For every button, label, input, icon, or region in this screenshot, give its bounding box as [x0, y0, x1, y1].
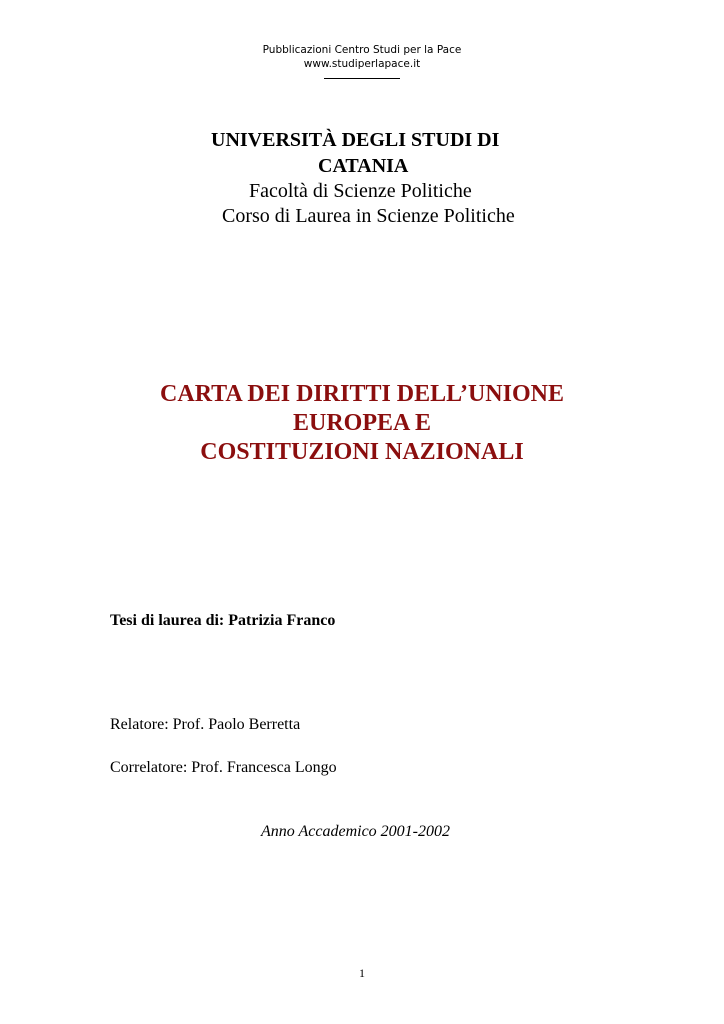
- page-number: 1: [359, 966, 365, 980]
- faculty-name: Facoltà di Scienze Politiche: [249, 180, 472, 202]
- header-divider: [324, 78, 400, 79]
- thesis-title-line1: CARTA DEI DIRITTI DELL’UNIONE: [160, 381, 564, 407]
- website-header: www.studiperlapace.it: [303, 58, 421, 70]
- degree-course: Corso di Laurea in Scienze Politiche: [222, 205, 515, 227]
- thesis-title-line2: EUROPEA E: [292, 410, 432, 436]
- university-name-line2: CATANIA: [318, 155, 409, 177]
- university-name-line1: UNIVERSITÀ DEGLI STUDI DI: [211, 129, 500, 151]
- co-supervisor: Correlatore: Prof. Francesca Longo: [110, 759, 337, 776]
- supervisor: Relatore: Prof. Paolo Berretta: [110, 716, 301, 733]
- publisher-header: Pubblicazioni Centro Studi per la Pace: [262, 44, 462, 56]
- thesis-author: Tesi di laurea di: Patrizia Franco: [110, 612, 336, 629]
- academic-year: Anno Accademico 2001-2002: [261, 823, 450, 840]
- thesis-title-line3: COSTITUZIONI NAZIONALI: [200, 439, 524, 465]
